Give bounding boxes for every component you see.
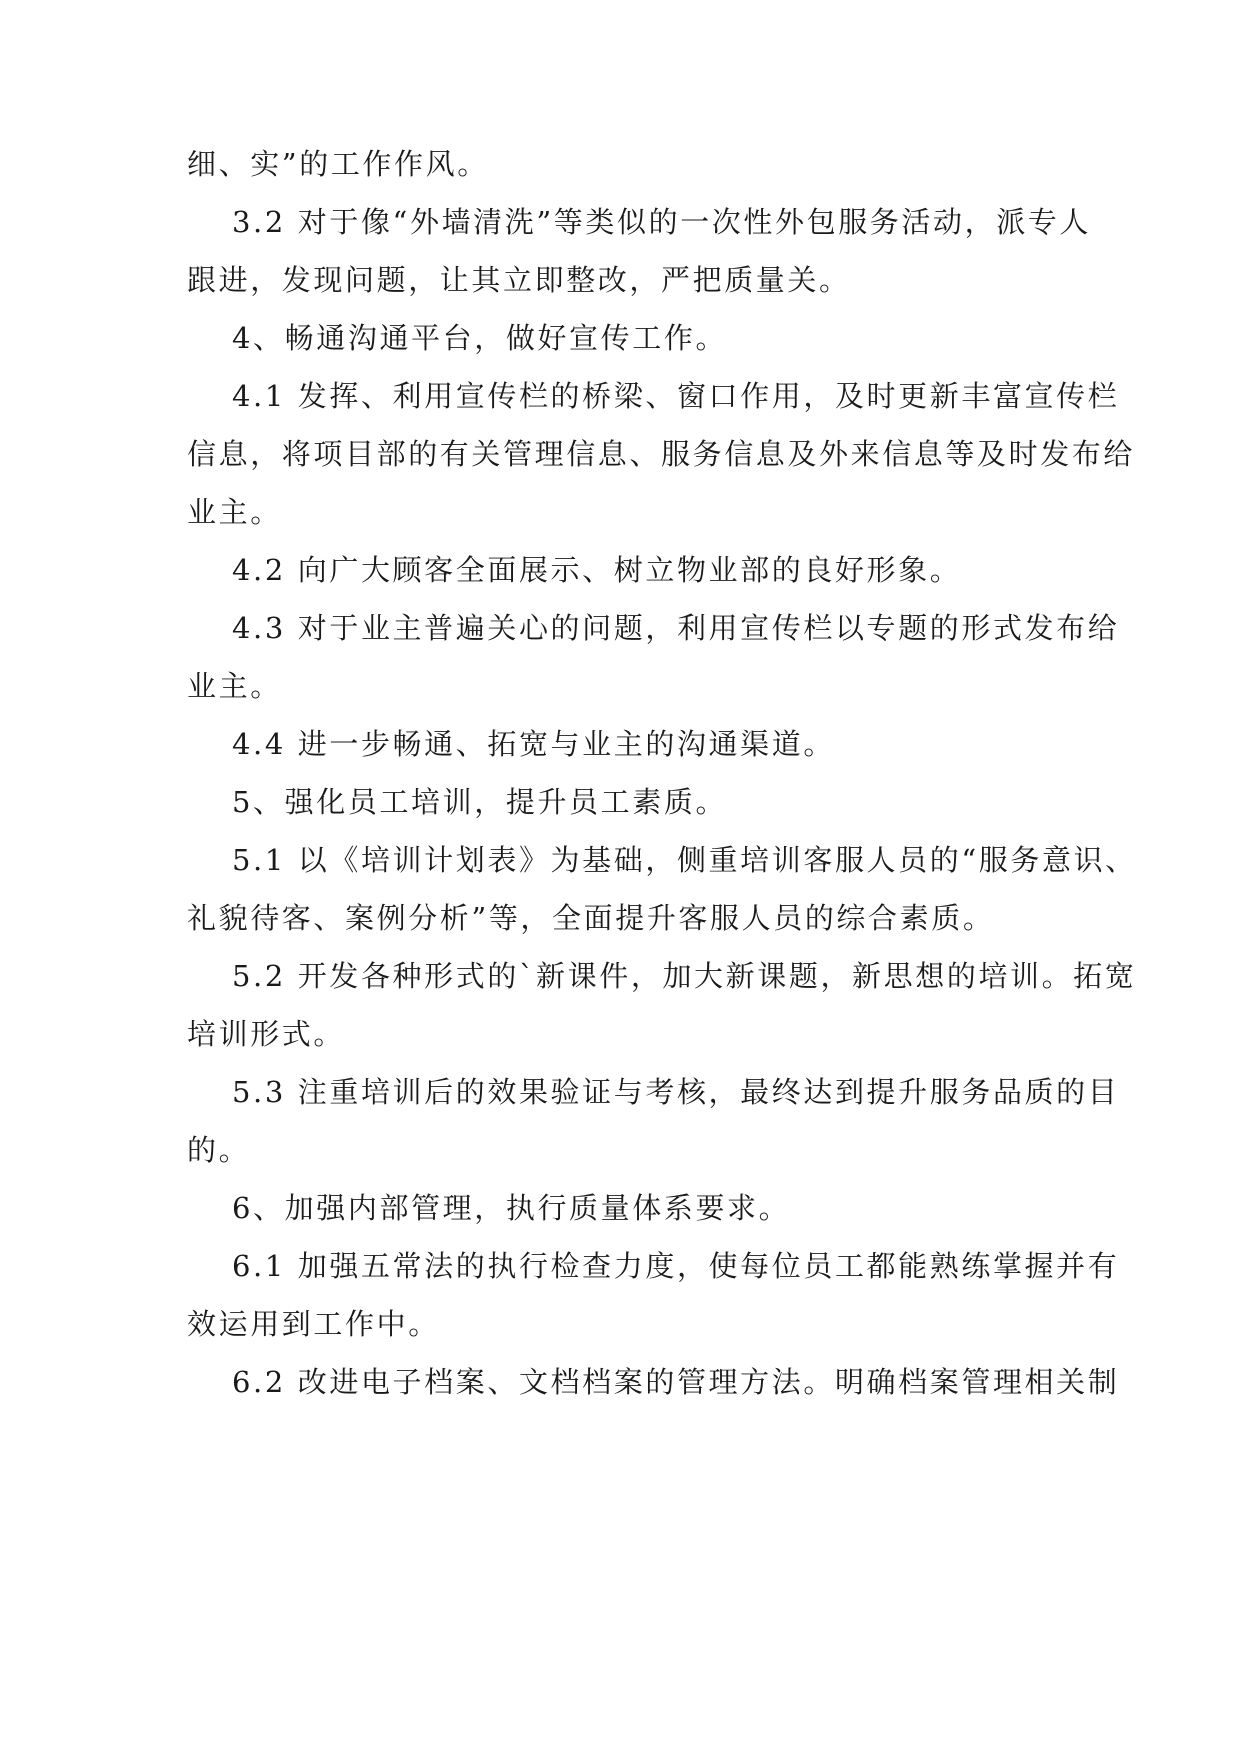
text-line: 5、强化员工培训，提升员工素质。 (232, 785, 728, 819)
text-line: 细、实”的工作作风。 (187, 147, 489, 181)
text-line: 4.4 进一步畅通、拓宽与业主的沟通渠道。 (232, 727, 835, 761)
text-line: 3.2 对于像“外墙清洗”等类似的一次性外包服务活动，派专人 (232, 205, 1091, 239)
text-line: 4.1 发挥、利用宣传栏的桥梁、窗口作用，及时更新丰富宣传栏 (232, 379, 1120, 413)
text-line: 礼貌待客、案例分析”等，全面提升客服人员的综合素质。 (187, 901, 995, 935)
text-line: 6、加强内部管理，执行质量体系要求。 (232, 1191, 791, 1225)
text-line: 6.2 改进电子档案、文档档案的管理方法。明确档案管理相关制 (232, 1365, 1120, 1399)
text-line: 6.1 加强五常法的执行检查力度，使每位员工都能熟练掌握并有 (232, 1249, 1120, 1283)
text-line: 5.3 注重培训后的效果验证与考核，最终达到提升服务品质的目 (232, 1075, 1120, 1109)
text-line: 5.1 以《培训计划表》为基础，侧重培训客服人员的“服务意识、 (232, 843, 1137, 877)
text-line: 业主。 (187, 495, 282, 529)
text-line: 业主。 (187, 669, 282, 703)
text-line: 4.3 对于业主普遍关心的问题，利用宣传栏以专题的形式发布给 (232, 611, 1120, 645)
text-line: 5.2 开发各种形式的`新课件，加大新课题，新思想的培训。拓宽 (232, 959, 1137, 993)
text-line: 4.2 向广大顾客全面展示、树立物业部的良好形象。 (232, 553, 962, 587)
text-line: 4、畅通沟通平台，做好宣传工作。 (232, 321, 728, 355)
text-line: 效运用到工作中。 (187, 1307, 440, 1341)
text-line: 信息，将项目部的有关管理信息、服务信息及外来信息等及时发布给 (187, 437, 1136, 471)
text-line: 的。 (187, 1133, 251, 1167)
text-line: 培训形式。 (187, 1017, 346, 1051)
text-line: 跟进，发现问题，让其立即整改，严把质量关。 (187, 263, 851, 297)
